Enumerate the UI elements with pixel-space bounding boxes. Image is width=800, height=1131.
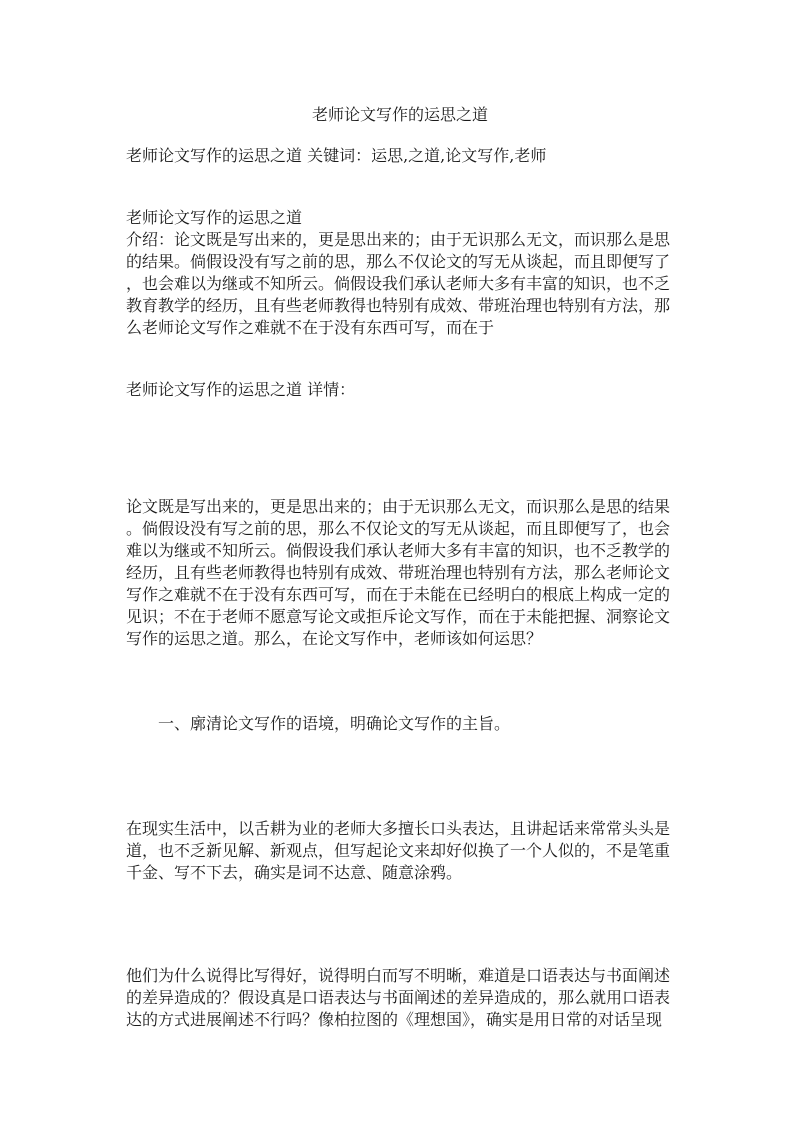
paragraph-line: 见识；不在于老师不愿意写论文或拒斥论文写作，而在于未能把握、洞察论文 <box>126 607 671 626</box>
paragraph-line: 写作之难就不在于没有东西可写，而在于未能在已经明白的根底上构成一定的 <box>126 585 671 604</box>
intro-line: 的结果。倘假设没有写之前的思，那么不仅论文的写无从谈起，而且即便写了 <box>126 252 671 271</box>
document-title: 老师论文写作的运思之道 <box>311 105 488 124</box>
paragraph-line: 的差异造成的？假设真是口语表达与书面阐述的差异造成的，那么就用口语表 <box>126 988 671 1007</box>
paragraph-line: 写作的运思之道。那么，在论文写作中，老师该如何运思？ <box>126 629 543 648</box>
details-heading: 老师论文写作的运思之道 详情： <box>126 380 356 399</box>
keywords-line: 老师论文写作的运思之道 关键词：运思,之道,论文写作,老师 <box>126 146 547 165</box>
intro-line: ，也会难以为继或不知所云。倘假设我们承认老师大多有丰富的知识，也不乏 <box>126 274 671 293</box>
paragraph-line: 他们为什么说得比写得好，说得明白而写不明晰，难道是口语表达与书面阐述 <box>126 966 671 985</box>
paragraph-line: 经历，且有些老师教得也特别有成效、带班治理也特别有方法，那么老师论文 <box>126 563 671 582</box>
intro-line: 么老师论文写作之难就不在于没有东西可写，而在于 <box>126 318 495 337</box>
paragraph-line: 千金、写不下去，确实是词不达意、随意涂鸦。 <box>126 863 463 882</box>
paragraph-line: 在现实生活中，以舌耕为业的老师大多擅长口头表达，且讲起话来常常头头是 <box>126 819 671 838</box>
paragraph-line: 。倘假设没有写之前的思，那么不仅论文的写无从谈起，而且即便写了，也会 <box>126 519 671 538</box>
intro-heading: 老师论文写作的运思之道 <box>126 208 303 227</box>
paragraph-line: 道，也不乏新见解、新观点，但写起论文来却好似换了一个人似的，不是笔重 <box>126 841 671 860</box>
section-heading: 一、廓清论文写作的语境，明确论文写作的主旨。 <box>158 714 511 733</box>
intro-line: 介绍：论文既是写出来的，更是思出来的；由于无识那么无文，而识那么是思 <box>126 230 671 249</box>
paragraph-line: 论文既是写出来的，更是思出来的；由于无识那么无文，而识那么是思的结果 <box>126 497 671 516</box>
paragraph-line: 达的方式进展阐述不行吗？像柏拉图的《理想国》，确实是用日常的对话呈现 <box>126 1010 663 1029</box>
paragraph-line: 难以为继或不知所云。倘假设我们承认老师大多有丰富的知识，也不乏教学的 <box>126 541 671 560</box>
intro-line: 教育教学的经历，且有些老师教得也特别有成效、带班治理也特别有方法，那 <box>126 296 671 315</box>
